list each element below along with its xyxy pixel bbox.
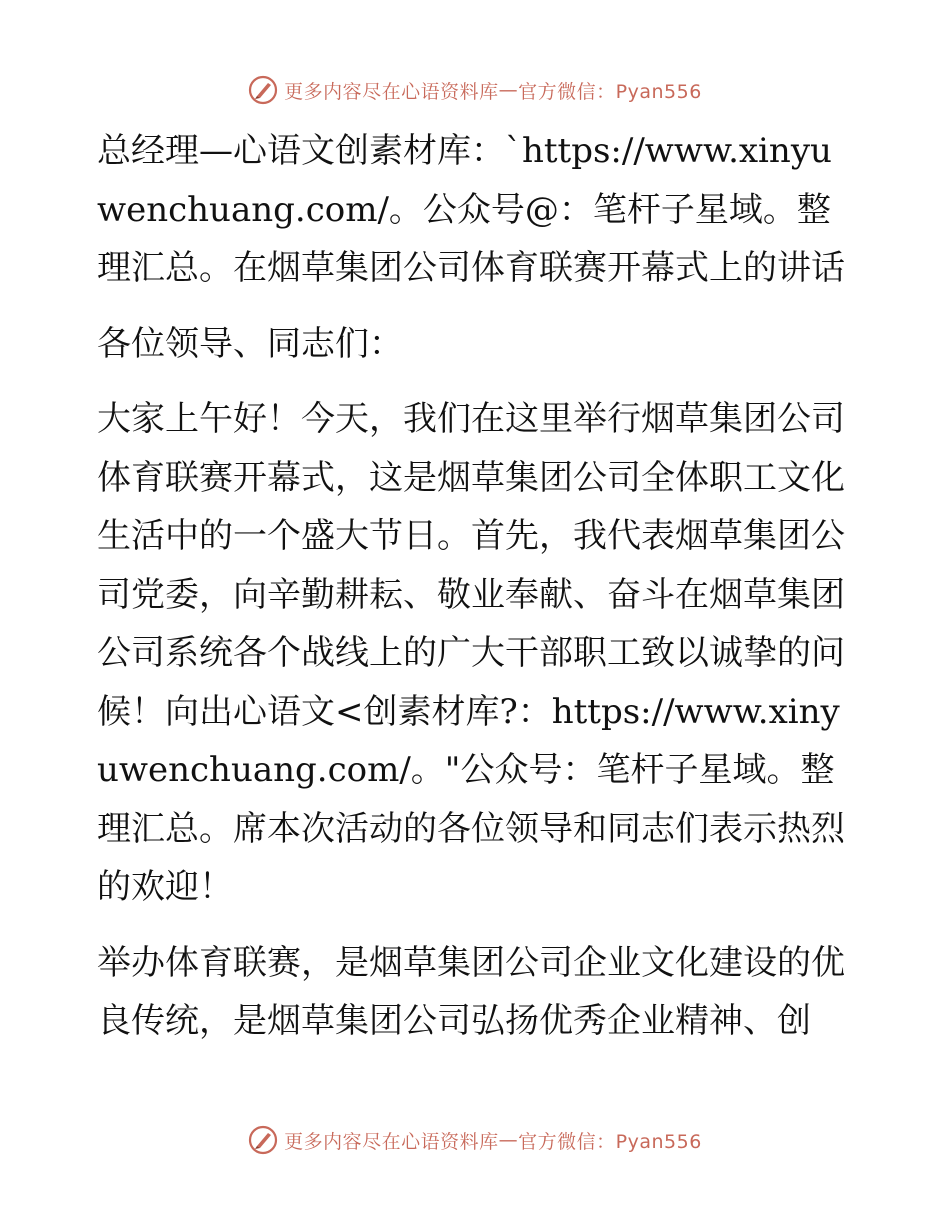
document-body — [97, 122, 857, 1068]
paragraph-greeting: 大家上午好！今天，我们在这里举行烟草集团公司体育联赛开幕式，这是烟草集团公司全体职工文化生活中的一个盛大节日。首先，我代表烟草集团公司党委，向辛勤耕耘、敬业奉献、奋斗在烟草集团公司系统各个战线上的广大干部职工致以诚挚的问候！向出心语文<创素材库?：https://www.xinyuwenchuang.com/。"公众号：笔杆子星域。整理汇总。席本次活动的各位领导和同志们表示热烈的欢迎！ — [97, 399, 845, 907]
writing-brush-logo-icon — [248, 1125, 278, 1155]
banner-wechat: 官方微信：Pyan556 — [518, 1130, 702, 1153]
banner-text: 更多内容尽在心语资料库 — [284, 80, 499, 103]
footer-banner — [0, 1120, 950, 1160]
banner-wechat: 官方微信：Pyan556 — [518, 80, 702, 103]
paragraph-salutation: 各位领导、同志们： — [97, 323, 403, 364]
paragraph-intro: 总经理—心语文创素材库：`https://www.xinyuwenchuang.com/。公众号@：笔杆子星域。整理汇总。在烟草集团公司体育联赛开幕式上的讲话 — [97, 131, 845, 288]
banner-separator: — — [498, 1129, 519, 1151]
paragraph-body: 举办体育联赛，是烟草集团公司企业文化建设的优良传统，是烟草集团公司弘扬优秀企业精神、创 — [97, 942, 845, 1041]
banner-text: 更多内容尽在心语资料库 — [284, 1130, 499, 1153]
banner-separator: — — [498, 79, 519, 101]
writing-brush-logo-icon — [248, 75, 278, 105]
header-banner — [0, 70, 950, 110]
